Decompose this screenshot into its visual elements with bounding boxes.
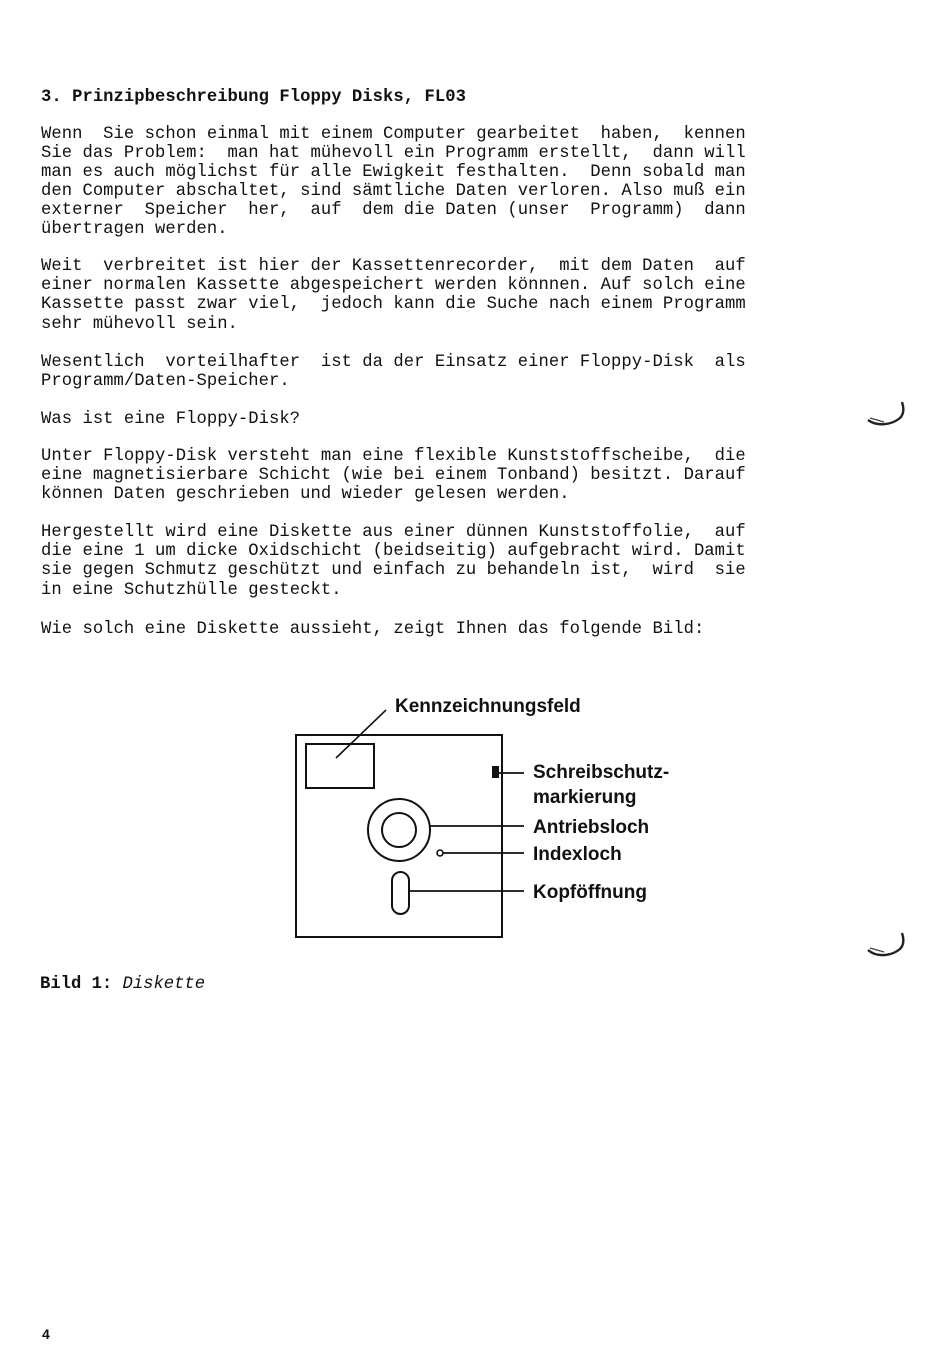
- drive-hole-inner: [382, 813, 416, 847]
- paragraph-1-line-6: übertragen werden.: [41, 220, 228, 239]
- diskette-jacket: [296, 735, 502, 937]
- index-hole: [437, 850, 443, 856]
- write-protect-label-1: Schreibschutz-: [533, 762, 670, 783]
- paragraph-2-line-1: Weit verbreitet ist hier der Kassettenrecorder, mit dem Daten auf: [41, 257, 746, 276]
- head-opening: [392, 872, 409, 914]
- page-number: 4: [42, 1326, 50, 1342]
- write-protect-label-2: markierung: [533, 787, 637, 808]
- write-protect-notch: [492, 766, 499, 778]
- paragraph-6-line-2: die eine 1 um dicke Oxidschicht (beidseitig) aufgebracht wird. Damit: [41, 542, 746, 561]
- paragraph-3-line-2: Programm/Daten-Speicher.: [41, 372, 290, 391]
- drive-hole-label: Antriebsloch: [533, 817, 650, 838]
- paragraph-5-line-3: können Daten geschrieben und wieder gelesen werden.: [41, 485, 570, 504]
- paragraph-7-line-1: Wie solch eine Diskette aussieht, zeigt Ihnen das folgende Bild:: [41, 620, 705, 639]
- paragraph-5-line-2: eine magnetisierbare Schicht (wie bei einem Tonband) besitzt. Darauf: [41, 466, 746, 485]
- paragraph-5-line-1: Unter Floppy-Disk versteht man eine flexible Kunststoffscheibe, die: [41, 447, 746, 466]
- paragraph-1-line-4: den Computer abschaltet, sind sämtliche Daten verloren. Also muß ein: [41, 182, 746, 201]
- head-opening-label: Kopföffnung: [533, 882, 647, 903]
- drive-hole-outer: [368, 799, 430, 861]
- caption-prefix: Bild 1:: [40, 975, 113, 994]
- index-hole-label: Indexloch: [533, 844, 622, 865]
- paragraph-2-line-2: einer normalen Kassette abgespeichert werden könnnen. Auf solch eine: [41, 276, 746, 295]
- paragraph-1-line-2: Sie das Problem: man hat mühevoll ein Programm erstellt, dann will: [41, 144, 746, 163]
- paragraph-6-line-4: in eine Schutzhülle gesteckt.: [41, 581, 342, 600]
- margin-scribble-mark: [862, 398, 908, 430]
- question-line: Was ist eine Floppy-Disk?: [41, 410, 301, 429]
- paragraph-1-line-3: man es auch möglichst für alle Ewigkeit festhalten. Denn sobald man: [41, 163, 746, 182]
- label-field-rect: [306, 744, 374, 788]
- caption-title: Diskette: [122, 975, 206, 994]
- section-heading: 3. Prinzipbeschreibung Floppy Disks, FL03: [41, 88, 466, 107]
- paragraph-6-line-1: Hergestellt wird eine Diskette aus einer dünnen Kunststoffolie, auf: [41, 523, 746, 542]
- paragraph-2-line-3: Kassette passt zwar viel, jedoch kann die Suche nach einem Programm: [41, 295, 746, 314]
- margin-scribble-mark-2: [862, 928, 908, 962]
- paragraph-1-line-5: externer Speicher her, auf dem die Daten (unser Programm) dann: [41, 201, 746, 220]
- paragraph-1-line-1: Wenn Sie schon einmal mit einem Computer gearbeitet haben, kennen: [41, 125, 746, 144]
- paragraph-6-line-3: sie gegen Schmutz geschützt und einfach zu behandeln ist, wird sie: [41, 561, 746, 580]
- paragraph-3-line-1: Wesentlich vorteilhafter ist da der Einsatz einer Floppy-Disk als: [41, 353, 746, 372]
- paragraph-2-line-4: sehr mühevoll sein.: [41, 315, 238, 334]
- figure-caption: [40, 975, 205, 995]
- label-field-label: Kennzeichnungsfeld: [395, 696, 581, 717]
